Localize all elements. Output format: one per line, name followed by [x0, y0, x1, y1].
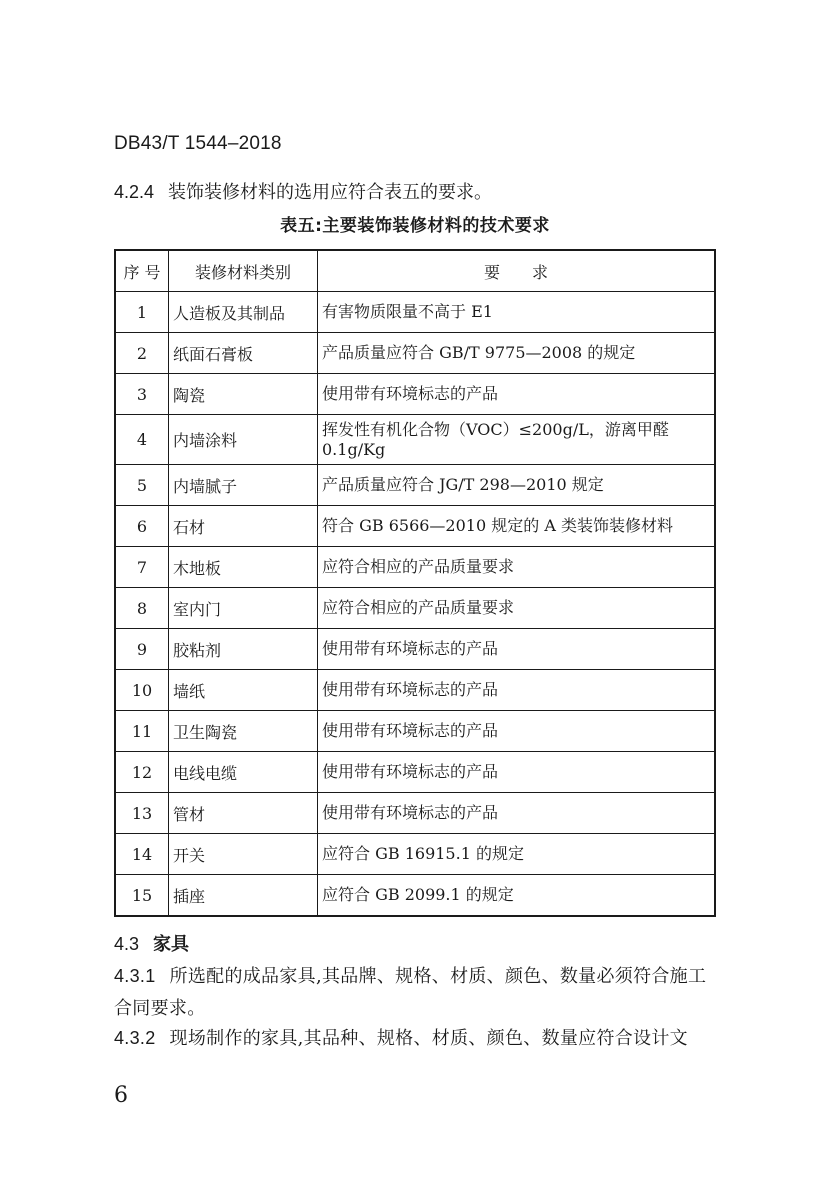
material-category: 电线电缆 [169, 752, 318, 793]
row-number: 3 [115, 374, 169, 415]
row-number: 12 [115, 752, 169, 793]
requirement-text: 使用带有环境标志的产品 [318, 752, 716, 793]
material-category: 人造板及其制品 [169, 292, 318, 333]
material-category: 管材 [169, 793, 318, 834]
section-heading-4-3 [114, 928, 189, 961]
material-category: 开关 [169, 834, 318, 875]
clause-4-3-2 [114, 1022, 718, 1055]
standard-code-header: DB43/T 1544–2018 [114, 133, 282, 154]
clause-4-3-1 [114, 960, 718, 1025]
requirement-text: 使用带有环境标志的产品 [318, 670, 716, 711]
row-number: 2 [115, 333, 169, 374]
row-number: 5 [115, 465, 169, 506]
table-row [115, 752, 715, 793]
clause-text: 现场制作的家具,其品种、规格、材质、颜色、数量应符合设计文 [169, 1028, 688, 1049]
header-serial-no: 序 号 [115, 250, 169, 292]
clause-text: 所选配的成品家具,其品牌、规格、材质、颜色、数量必须符合施工合同要求。 [114, 966, 707, 1019]
clause-4-2-4 [114, 176, 492, 209]
row-number: 15 [115, 875, 169, 917]
header-requirement: 要 求 [318, 250, 716, 292]
material-category: 胶粘剂 [169, 629, 318, 670]
requirement-text: 使用带有环境标志的产品 [318, 629, 716, 670]
row-number: 14 [115, 834, 169, 875]
material-category: 石材 [169, 506, 318, 547]
clause-number: 4.3.1 [114, 966, 156, 986]
row-number: 11 [115, 711, 169, 752]
material-category: 陶瓷 [169, 374, 318, 415]
clause-text: 装饰装修材料的选用应符合表五的要求。 [168, 182, 493, 203]
table-row [115, 374, 715, 415]
requirement-text: 产品质量应符合 JG/T 298—2010 规定 [318, 465, 716, 506]
material-category: 插座 [169, 875, 318, 917]
material-category: 墙纸 [169, 670, 318, 711]
requirement-text: 应符合 GB 16915.1 的规定 [318, 834, 716, 875]
page-number: 6 [114, 1083, 128, 1108]
table-row [115, 875, 715, 917]
material-category: 卫生陶瓷 [169, 711, 318, 752]
row-number: 1 [115, 292, 169, 333]
table-row [115, 588, 715, 629]
section-number: 4.3 [114, 934, 140, 954]
clause-number: 4.3.2 [114, 1028, 156, 1048]
material-category: 室内门 [169, 588, 318, 629]
row-number: 4 [115, 415, 169, 465]
table-row [115, 292, 715, 333]
table-row [115, 547, 715, 588]
row-number: 7 [115, 547, 169, 588]
material-category: 纸面石膏板 [169, 333, 318, 374]
requirement-text: 符合 GB 6566—2010 规定的 A 类装饰装修材料 [318, 506, 716, 547]
row-number: 10 [115, 670, 169, 711]
table-row [115, 629, 715, 670]
row-number: 9 [115, 629, 169, 670]
table-row [115, 711, 715, 752]
row-number: 6 [115, 506, 169, 547]
header-material-category: 装修材料类别 [169, 250, 318, 292]
row-number: 13 [115, 793, 169, 834]
requirement-text: 应符合相应的产品质量要求 [318, 547, 716, 588]
requirements-table [114, 249, 716, 917]
requirement-text: 应符合相应的产品质量要求 [318, 588, 716, 629]
requirement-text: 挥发性有机化合物（VOC）≤200g/L，游离甲醛 0.1g/Kg [318, 415, 716, 465]
requirement-text: 应符合 GB 2099.1 的规定 [318, 875, 716, 917]
table-title: 表五:主要装饰装修材料的技术要求 [280, 216, 550, 236]
table-header-row [115, 250, 715, 292]
material-category: 内墙腻子 [169, 465, 318, 506]
material-category: 木地板 [169, 547, 318, 588]
table-row [115, 465, 715, 506]
clause-number: 4.2.4 [114, 182, 155, 202]
row-number: 8 [115, 588, 169, 629]
requirement-text: 有害物质限量不高于 E1 [318, 292, 716, 333]
material-category: 内墙涂料 [169, 415, 318, 465]
table-row [115, 793, 715, 834]
section-title: 家具 [153, 934, 190, 955]
table-row [115, 670, 715, 711]
requirement-text: 使用带有环境标志的产品 [318, 711, 716, 752]
table-row [115, 333, 715, 374]
requirement-text: 使用带有环境标志的产品 [318, 374, 716, 415]
requirement-text: 产品质量应符合 GB/T 9775—2008 的规定 [318, 333, 716, 374]
table-row [115, 834, 715, 875]
table-row [115, 506, 715, 547]
table-row [115, 415, 715, 465]
requirement-text: 使用带有环境标志的产品 [318, 793, 716, 834]
